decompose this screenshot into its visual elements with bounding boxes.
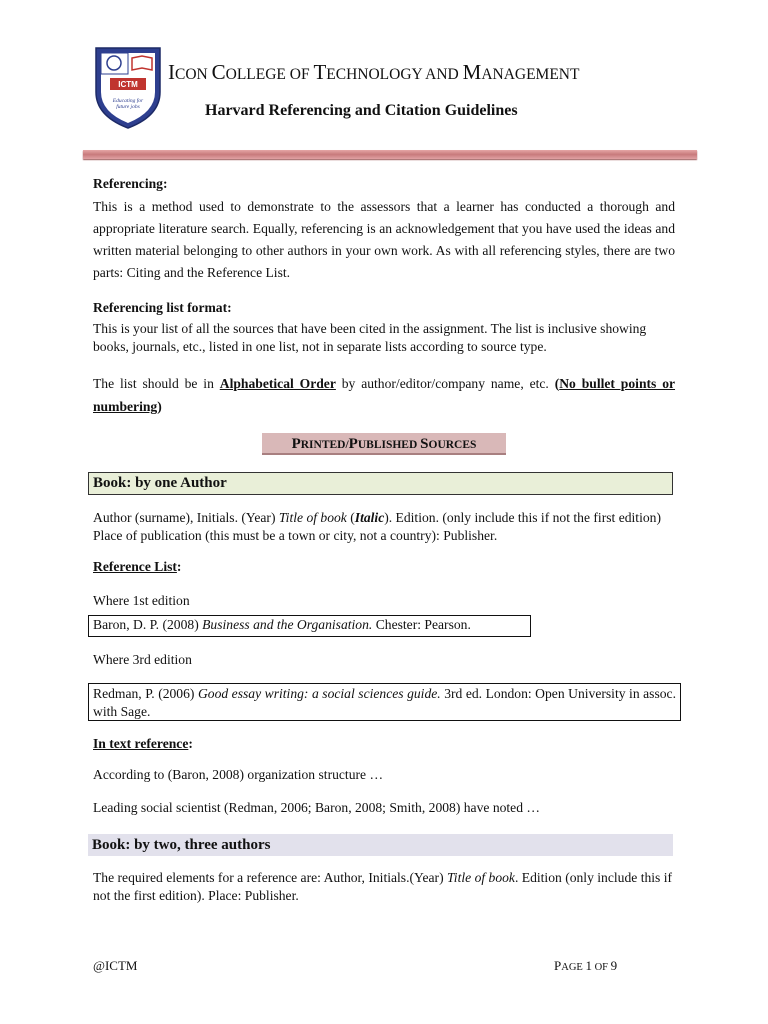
example-reference-redman: Redman, P. (2006) Good essay writing: a social sciences guide. 3rd ed. London: Open University in assoc. with Sage. (88, 683, 681, 721)
college-name: ICON COLLEGE OF TECHNOLOGY AND MANAGEMENT (168, 60, 580, 84)
in-text-example-1: According to (Baron, 2008) organization structure … (93, 767, 384, 782)
book-one-format: Author (surname), Initials. (Year) Title of book (Italic). Edition. (only include this if not the first edition) Place of publication (this must be a town or city, not a country): Publisher. (93, 510, 661, 543)
page-number: PAGE 1 OF 9 (554, 958, 618, 973)
footer-copyright: @ICTM (93, 958, 138, 973)
in-text-example-2: Leading social scientist (Redman, 2006; Baron, 2008; Smith, 2008) have noted … (93, 800, 541, 815)
printed-sources-banner: PRINTED/PUBLISHED SOURCES (262, 433, 506, 455)
svg-text:Educating forfuture jobs: Educating for future jobs (112, 98, 144, 110)
referencing-heading: Referencing: (93, 176, 168, 191)
list-format-heading: Referencing list format: (93, 300, 232, 315)
referencing-body: This is a method used to demonstrate to the assessors that a learner has conducted a thorough and appropriate literature search. Equally, referencing is an acknowledgement that you have used the ideas and written material belonging to other authors in your own work. As with all referencing styles, there are two parts: Citing and the Reference List. (93, 199, 675, 281)
example-reference-baron: Baron, D. P. (2008) Business and the Organisation. Chester: Pearson. (88, 615, 531, 637)
third-edition-label: Where 3rd edition (93, 652, 192, 667)
book-two-three-authors-heading: Book: by two, three authors (88, 834, 673, 856)
crest-icon (92, 44, 164, 130)
header-divider (83, 150, 697, 159)
college-logo (92, 44, 164, 130)
book-two-format: The required elements for a reference are: Author, Initials.(Year) Title of book. Edition (only include this if not the first edition). Place: Publisher. (93, 870, 673, 903)
first-edition-label: Where 1st edition (93, 593, 190, 608)
alphabetical-order-note: The list should be in Alphabetical Order by author/editor/company name, etc. (No bullet points or numbering) (93, 376, 676, 415)
document-subtitle: Harvard Referencing and Citation Guidelines (205, 102, 518, 119)
book-one-author-heading: Book: by one Author (88, 472, 673, 495)
list-format-body: This is your list of all the sources that have been cited in the assignment. The list is inclusive showing books, journals, etc., listed in one list, not in separate lists according to source type. (93, 321, 647, 355)
in-text-reference-label: In text reference: (93, 736, 193, 751)
svg-text:ICTM: ICTM (118, 80, 138, 89)
reference-list-label: Reference List: (93, 559, 182, 574)
